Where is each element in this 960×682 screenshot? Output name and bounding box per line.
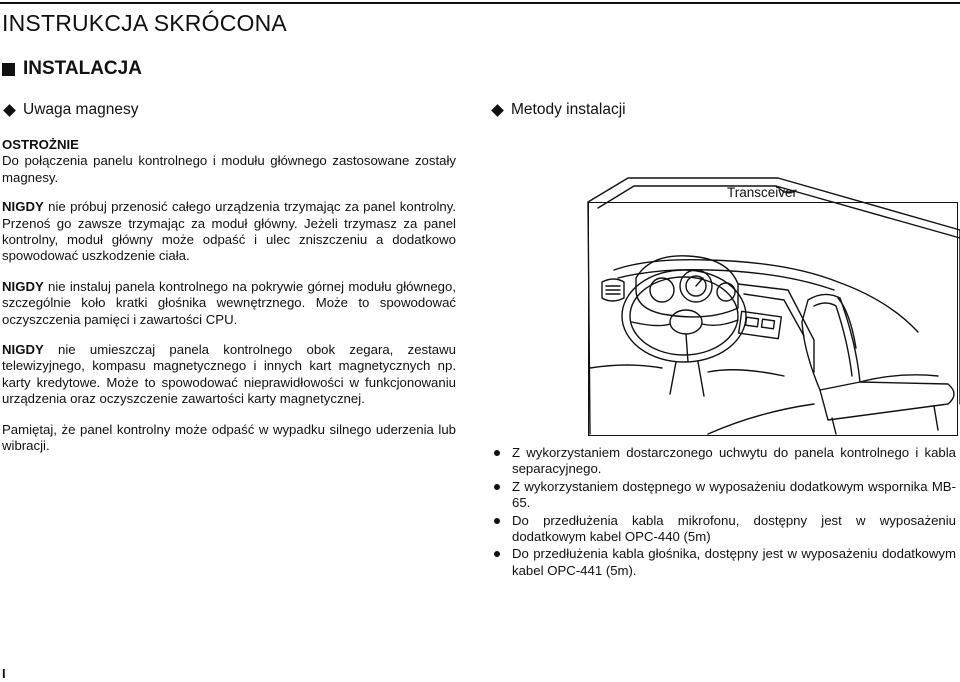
magnets-heading <box>2 101 138 119</box>
methods-heading <box>490 101 626 119</box>
diamond-bullet-icon <box>3 104 16 117</box>
warning-text: nie próbuj przenosić całego urządzenia trzymając za panel kontrolny. Przenoś go zawsze trzymając za moduł główny. Jeżeli trzymasz za panel kontrolny, moduł główny może odpaść i ulec zniszczeniu a dodatkowo spowodować uszkodzenie ciała. <box>2 199 456 264</box>
bullet-icon <box>494 450 500 456</box>
bullet-icon <box>494 484 500 490</box>
page-marker: I <box>2 666 6 681</box>
section-title <box>2 58 142 80</box>
bullet-icon <box>494 518 500 524</box>
magnets-section <box>2 137 456 455</box>
caution-text: Do połączenia panelu kontrolnego i modułu głównego zastosowane zostały magnesy. <box>2 153 456 185</box>
warning-keyword: NIGDY <box>2 278 44 294</box>
warning-text: nie instaluj panela kontrolnego na pokrywie górnej modułu głównego, szczególnie koło kratki głośnika wewnętrznego. Może to spowodować oczyszczenia pamięci i zawartości CPU. <box>2 278 456 327</box>
list-item-text: Z wykorzystaniem dostarczonego uchwytu do panela kontrolnego i kabla separacyjnego. <box>512 445 956 477</box>
note-paragraph: Pamiętaj, że panel kontrolny może odpaść w wypadku silnego uderzenia lub wibracji. <box>2 421 456 454</box>
warning-keyword: NIGDY <box>2 199 44 215</box>
list-item-text: Z wykorzystaniem dostępnego w wyposażeniu dodatkowym wspornika MB-65. <box>512 478 956 511</box>
list-item <box>490 546 956 579</box>
figure-label: Transceiver <box>727 185 798 200</box>
list-item-text: Do przedłużenia kabla mikrofonu, dostępny jest w wyposażeniu dodatkowym kabel OPC-440 (5m) <box>512 512 956 545</box>
methods-list <box>490 445 956 580</box>
list-item <box>490 445 956 478</box>
page-title: INSTRUKCJA SKRÓCONA <box>2 10 287 36</box>
list-item-text: Do przedłużenia kabla głośnika, dostępny jest w wyposażeniu dodatkowym kabel OPC-441 (5m). <box>512 546 956 578</box>
section-title-text: INSTALACJA <box>23 58 142 79</box>
figure-frame <box>588 202 958 436</box>
magnets-heading-text: Uwaga magnesy <box>23 101 139 118</box>
bullet-icon <box>494 551 500 557</box>
methods-heading-text: Metody instalacji <box>511 101 626 118</box>
list-item <box>490 513 956 546</box>
warning-text: nie umieszczaj panela kontrolnego obok zegara, zestawu telewizyjnego, kompasu magnetycznego i innych kart magnetycznych np. karty kredytowe. Może to spowodować nieprawidłowości w funkcjonowaniu urządzenia oraz oczyszczenie zawartości karty magnetycznej. <box>2 342 456 407</box>
square-bullet-icon <box>2 63 15 76</box>
caution-title: OSTROŻNIE <box>2 137 79 152</box>
warning-paragraph <box>2 279 456 328</box>
warning-paragraph <box>2 342 456 408</box>
top-rule <box>0 2 960 4</box>
warning-paragraph <box>2 199 456 265</box>
diamond-bullet-icon <box>491 104 504 117</box>
list-item <box>490 479 956 512</box>
warning-keyword: NIGDY <box>2 342 44 358</box>
